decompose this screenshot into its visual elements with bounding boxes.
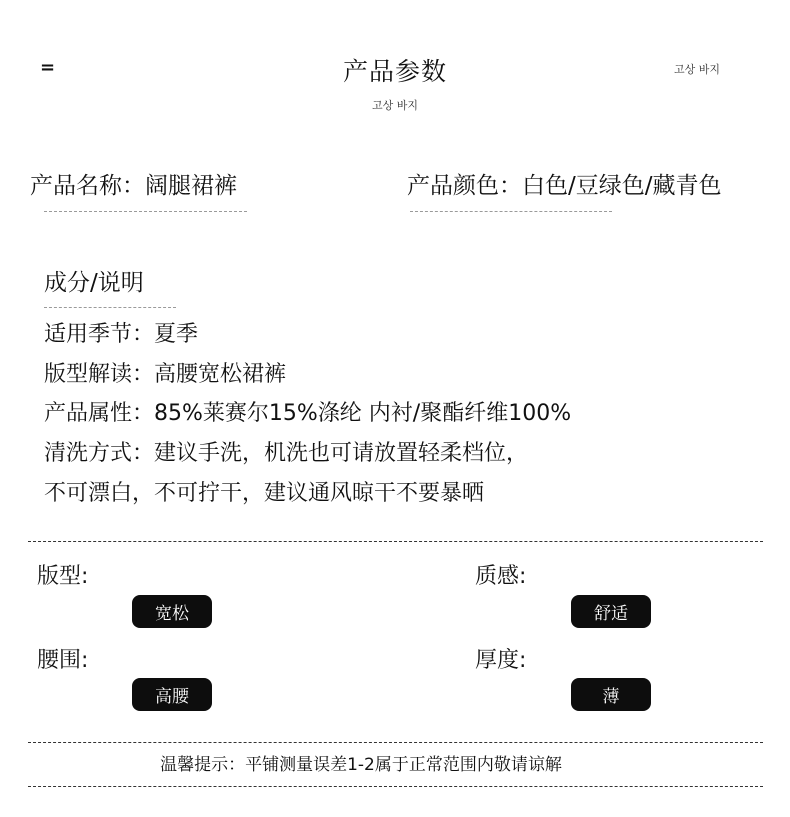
care-line: 不可漂白，不可拧干，建议通风晾干不要暴晒 xyxy=(44,481,485,506)
page-subtitle: 고상 바지 xyxy=(371,99,418,112)
thickness-label: 厚度: xyxy=(475,648,527,673)
washing-line: 清洗方式：建议手洗，机洗也可请放置轻柔档位， xyxy=(44,441,529,466)
page-title: 产品参数 xyxy=(342,57,447,86)
footer-bottom-divider xyxy=(28,786,763,787)
composition-heading: 成分/说明 xyxy=(44,270,144,296)
material-line: 产品属性：85%莱赛尔15%涤纶 内衬/聚酯纤维100% xyxy=(44,401,572,426)
brand-tag: 고상 바지 xyxy=(674,63,721,76)
footer-top-divider xyxy=(28,742,763,743)
waist-label: 腰围: xyxy=(37,648,89,673)
product-name-underline xyxy=(44,211,247,212)
waist-value-badge: 高腰 xyxy=(132,678,212,711)
texture-value-badge: 舒适 xyxy=(571,595,651,628)
fit-description-line: 版型解读：高腰宽松裙裤 xyxy=(44,362,287,387)
footer-note: 温馨提示：平铺测量误差1-2属于正常范围内敬请谅解 xyxy=(160,755,562,775)
product-color-underline xyxy=(410,211,612,212)
fit-value-badge: 宽松 xyxy=(132,595,212,628)
product-color-field: 产品颜色：白色/豆绿色/藏青色 xyxy=(407,173,722,199)
attributes-top-divider xyxy=(28,541,763,542)
season-line: 适用季节：夏季 xyxy=(44,322,199,347)
menu-icon[interactable]: = xyxy=(40,57,56,78)
texture-label: 质感: xyxy=(475,564,527,589)
product-name-field: 产品名称：阔腿裙裤 xyxy=(30,173,237,199)
thickness-value-badge: 薄 xyxy=(571,678,651,711)
composition-heading-underline xyxy=(44,307,176,308)
fit-label: 版型: xyxy=(37,564,89,589)
